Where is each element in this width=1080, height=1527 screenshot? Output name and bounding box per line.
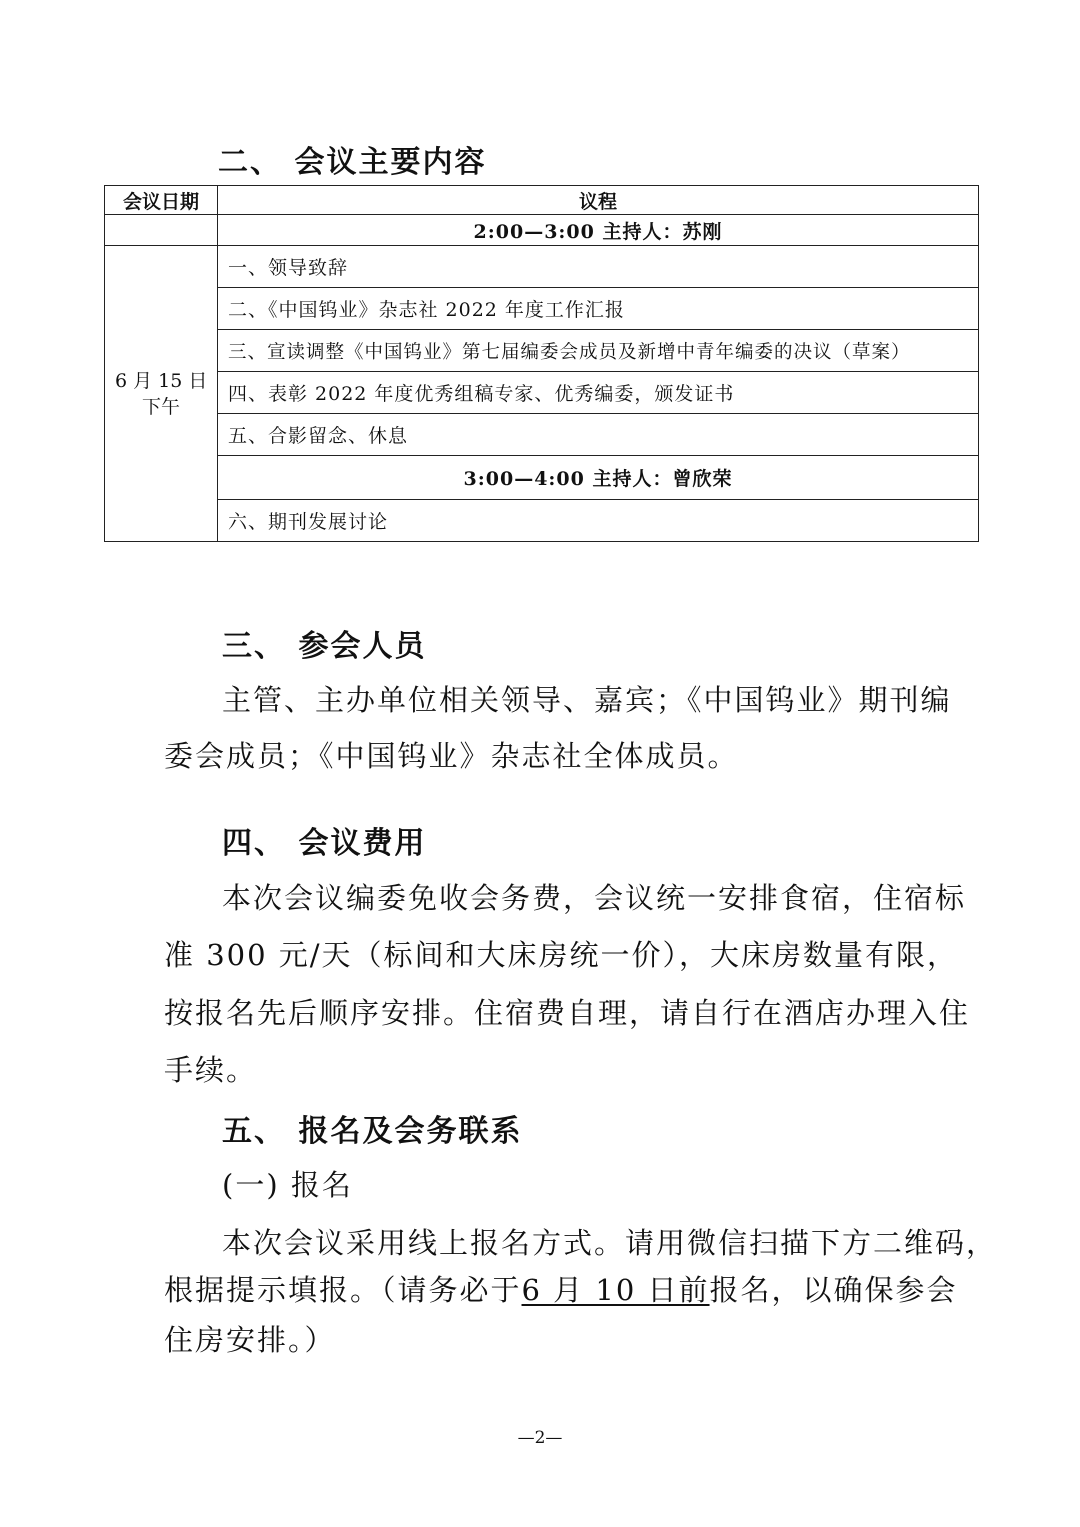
table-row	[105, 372, 979, 414]
paragraph-line: 按报名先后顺序安排。住宿费自理，请自行在酒店办理入住	[164, 996, 971, 1030]
paragraph-line: 手续。	[164, 1053, 258, 1087]
text-segment: 报名，以确保参会	[709, 1273, 958, 1307]
agenda-table	[104, 185, 979, 542]
table-row	[105, 288, 979, 330]
section-3-heading: 三、 参会人员	[222, 629, 427, 664]
paragraph-line: 主管、主办单位相关领导、嘉宾；《中国钨业》期刊编	[222, 683, 952, 717]
paragraph-line: 本次会议采用线上报名方式。请用微信扫描下方二维码，	[222, 1226, 998, 1260]
table-row	[105, 246, 979, 288]
session-2-header: 3:00—4:00 主持人：曾欣荣	[218, 456, 979, 500]
page-number: —2—	[517, 1428, 563, 1448]
paragraph-line: 准 300 元/天（标间和大床房统一价），大床房数量有限，	[164, 938, 959, 972]
section-4-heading: 四、 会议费用	[222, 826, 427, 861]
table-header-row	[105, 186, 979, 215]
text-segment: 根据提示填报。（请务必于	[164, 1273, 522, 1307]
table-row	[105, 215, 979, 246]
session-1-header: 2:00—3:00 主持人：苏刚	[218, 215, 979, 246]
paragraph-line: 委会成员；《中国钨业》杂志社全体成员。	[164, 739, 739, 773]
agenda-item: 五、合影留念、休息	[218, 414, 979, 456]
agenda-item: 二、《中国钨业》杂志社 2022 年度工作汇报	[218, 288, 979, 330]
paragraph-line: 本次会议编委免收会务费，会议统一安排食宿，住宿标	[222, 881, 967, 915]
agenda-item: 一、领导致辞	[218, 246, 979, 288]
date-cell	[105, 246, 218, 542]
empty-date-cell	[105, 215, 218, 246]
table-row	[105, 500, 979, 542]
header-date: 会议日期	[105, 186, 218, 215]
header-agenda: 议程	[218, 186, 979, 215]
agenda-item: 六、期刊发展讨论	[218, 500, 979, 542]
paragraph-line	[164, 1268, 958, 1309]
section-2-heading: 二、 会议主要内容	[218, 145, 487, 180]
agenda-item: 三、宣读调整《中国钨业》第七届编委会成员及新增中青年编委的决议（草案）	[218, 330, 979, 372]
date-line-1: 6 月 15 日	[115, 369, 208, 392]
table-row	[105, 456, 979, 500]
deadline-underlined: 6 月 10 日前	[521, 1273, 710, 1307]
agenda-item: 四、表彰 2022 年度优秀组稿专家、优秀编委，颁发证书	[218, 372, 979, 414]
section-5-heading: 五、 报名及会务联系	[222, 1114, 523, 1149]
paragraph-line: 住房安排。）	[164, 1323, 336, 1357]
subsection-heading: (一) 报名	[222, 1168, 353, 1202]
date-line-2: 下午	[141, 395, 180, 418]
table-row	[105, 414, 979, 456]
table-row	[105, 330, 979, 372]
